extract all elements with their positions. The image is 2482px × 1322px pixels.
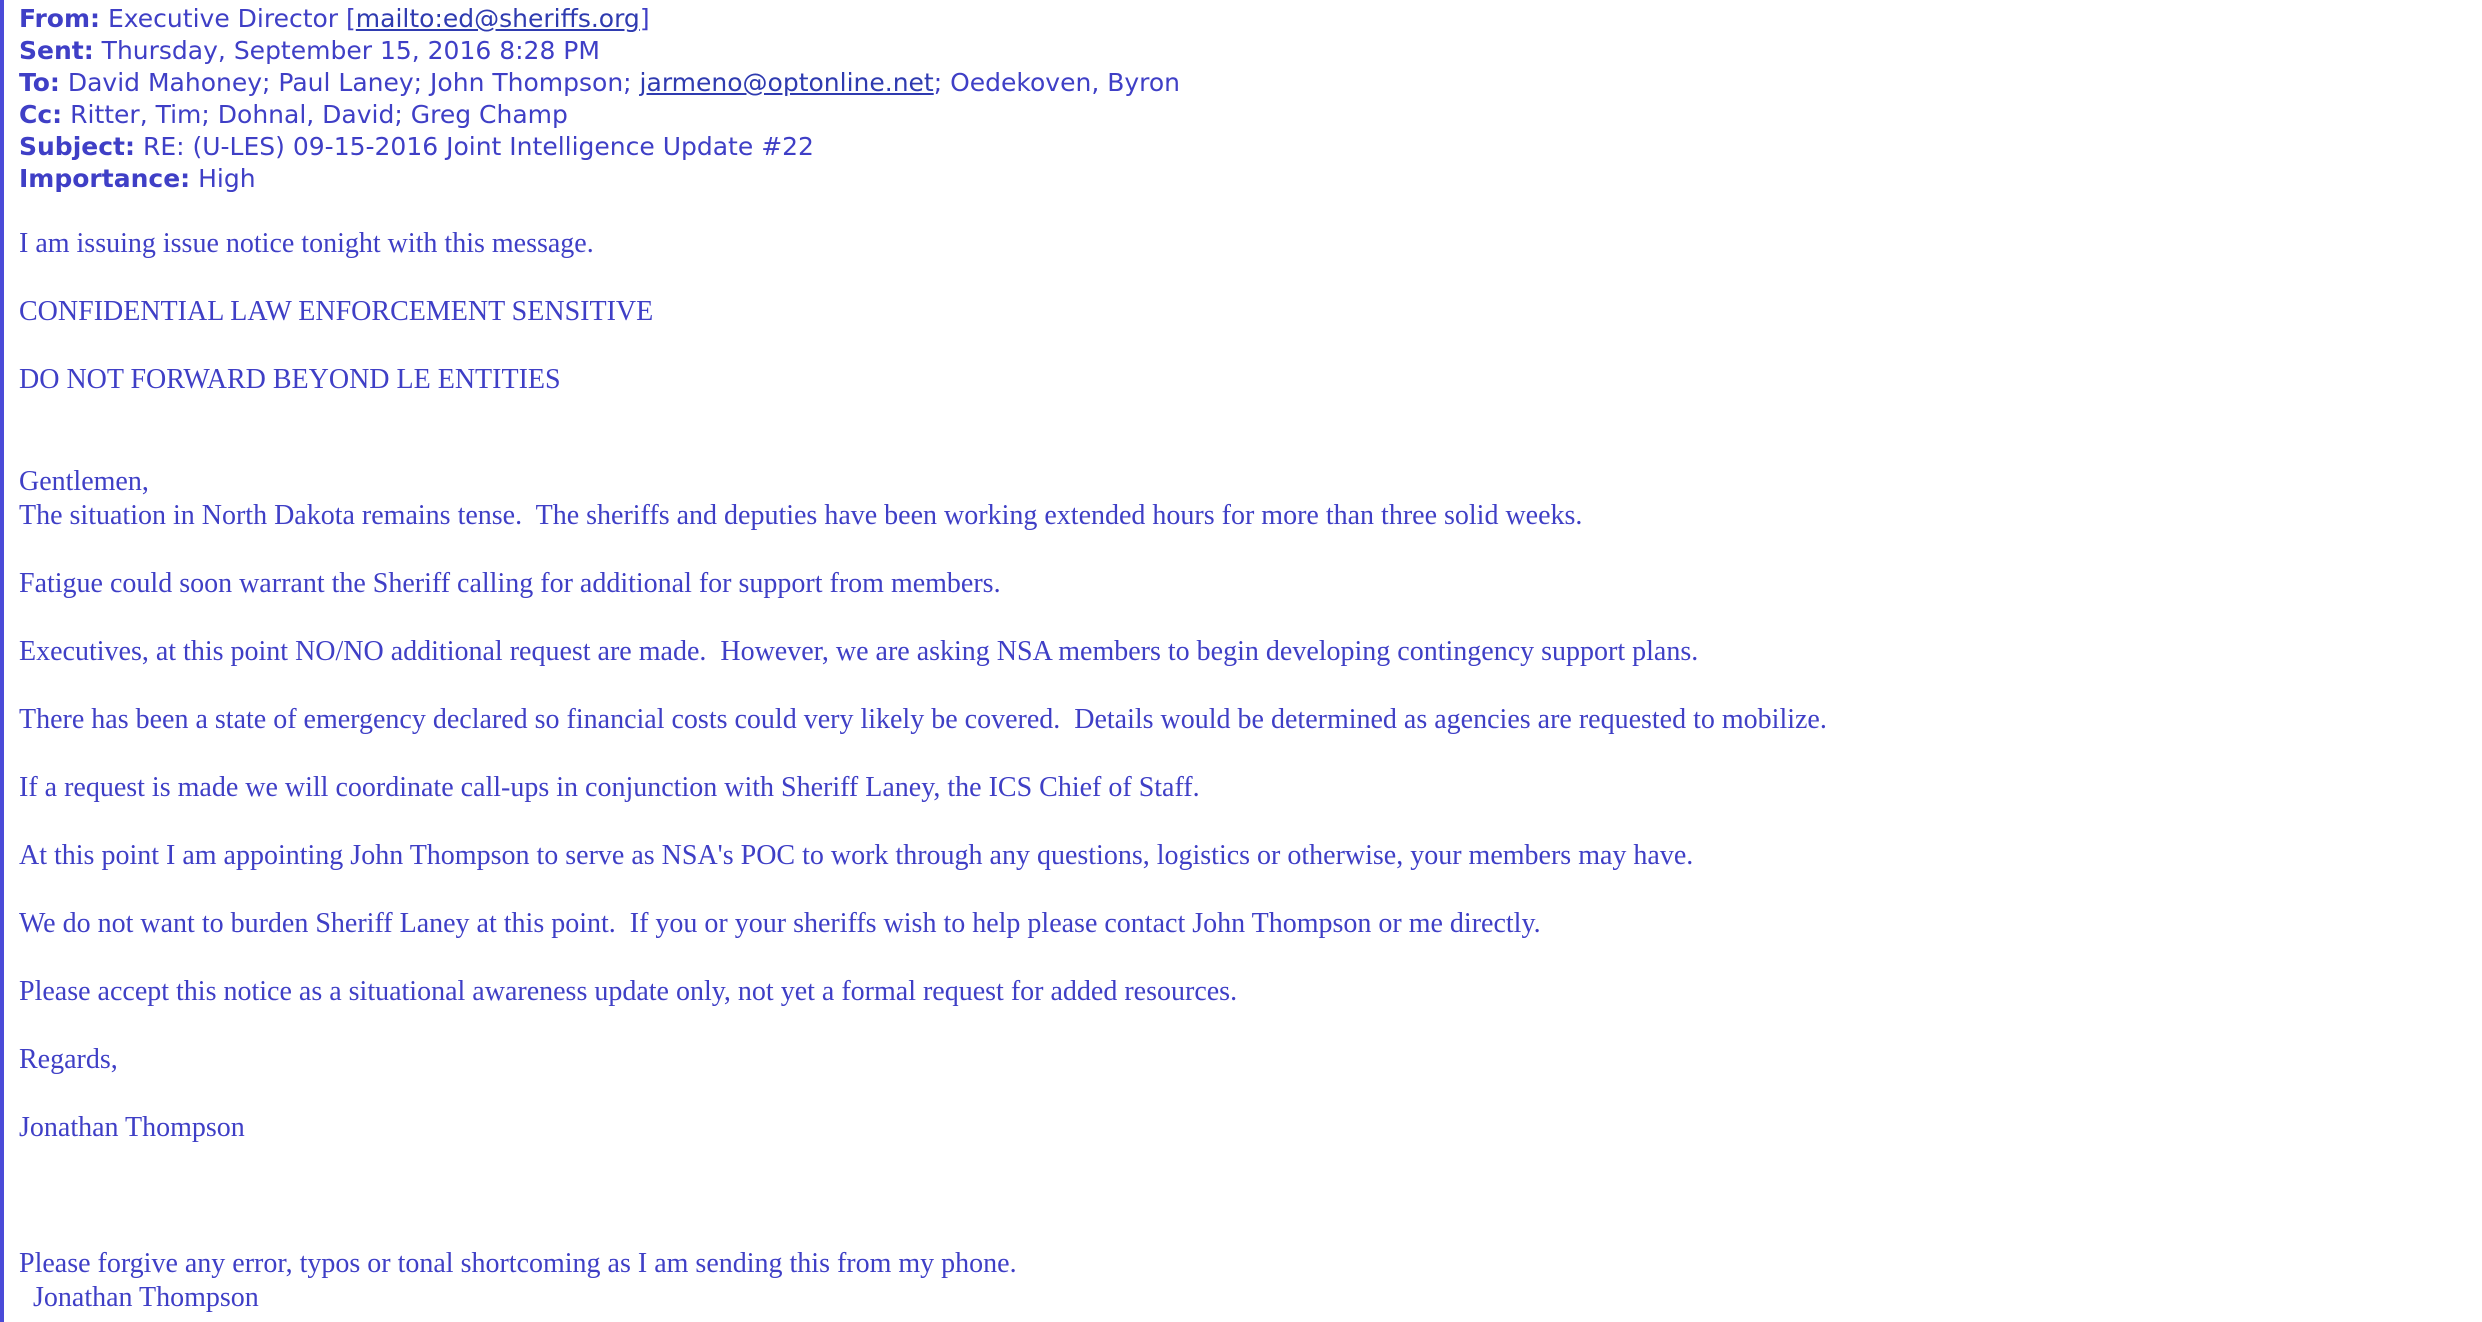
from-bracket-open: [ — [346, 4, 356, 33]
subject-value: RE: (U-LES) 09-15-2016 Joint Intelligence Update #22 — [142, 132, 814, 161]
sent-line — [19, 35, 2459, 67]
body-paragraph-5: The situation in North Dakota remains tense. The sheriffs and deputies have been working extended hours for more than three solid weeks. — [19, 500, 1583, 531]
cc-label: Cc: — [19, 100, 63, 129]
sent-value: Thursday, September 15, 2016 8:28 PM — [101, 36, 600, 65]
body-paragraph-8: There has been a state of emergency declared so financial costs could very likely be covered. Details would be determined as agencies are requested to mobilize. — [19, 704, 1827, 735]
importance-value: High — [198, 164, 256, 193]
subject-label: Subject: — [19, 132, 135, 161]
body-paragraph-6: Fatigue could soon warrant the Sheriff calling for additional for support from members. — [19, 568, 1001, 599]
body-paragraph-2: CONFIDENTIAL LAW ENFORCEMENT SENSITIVE — [19, 296, 654, 327]
to-line — [19, 67, 2459, 99]
from-label: From: — [19, 4, 101, 33]
from-email-link[interactable]: mailto:ed@sheriffs.org — [355, 4, 640, 33]
body-paragraph-3: DO NOT FORWARD BEYOND LE ENTITIES — [19, 364, 561, 395]
from-bracket-close: ] — [639, 4, 650, 33]
disclaimer-signature: Jonathan Thompson — [19, 1282, 259, 1313]
greeting: Gentlemen, — [19, 466, 149, 497]
cc-value: Ritter, Tim; Dohnal, David; Greg Champ — [70, 100, 568, 129]
email-headers — [19, 0, 2459, 195]
from-name: Executive Director — [107, 4, 339, 33]
importance-line — [19, 163, 2459, 195]
sign-off: Regards, — [19, 1044, 118, 1075]
sent-label: Sent: — [19, 36, 94, 65]
subject-line — [19, 131, 2459, 163]
email-message — [19, 0, 2459, 1315]
from-line — [19, 3, 2459, 35]
email-body — [19, 227, 2459, 1315]
importance-label: Importance: — [19, 164, 191, 193]
body-paragraph-12: Please accept this notice as a situational awareness update only, not yet a formal request for added resources. — [19, 976, 1238, 1007]
signature-name: Jonathan Thompson — [19, 1112, 245, 1143]
body-paragraph-9: If a request is made we will coordinate call-ups in conjunction with Sheriff Laney, the ICS Chief of Staff. — [19, 772, 1200, 803]
body-paragraph-10: At this point I am appointing John Thompson to serve as NSA's POC to work through any questions, logistics or otherwise, your members may have. — [19, 840, 1694, 871]
body-paragraph-1: I am issuing issue notice tonight with this message. — [19, 228, 594, 259]
body-paragraph-7: Executives, at this point NO/NO additional request are made. However, we are asking NSA members to begin developing contingency support plans. — [19, 636, 1699, 667]
to-recipients-rest: ; Oedekoven, Byron — [933, 68, 1181, 97]
cc-line — [19, 99, 2459, 131]
mobile-disclaimer: Please forgive any error, typos or tonal shortcoming as I am sending this from my phone. — [19, 1248, 1017, 1279]
to-recipients: David Mahoney; Paul Laney; John Thompson; — [67, 68, 632, 97]
body-paragraph-11: We do not want to burden Sheriff Laney at this point. If you or your sheriffs wish to help please contact John Thompson or me directly. — [19, 908, 1541, 939]
to-email-link[interactable]: jarmeno@optonline.net — [639, 68, 934, 97]
to-label: To: — [19, 68, 60, 97]
quote-rule — [0, 0, 4, 1322]
